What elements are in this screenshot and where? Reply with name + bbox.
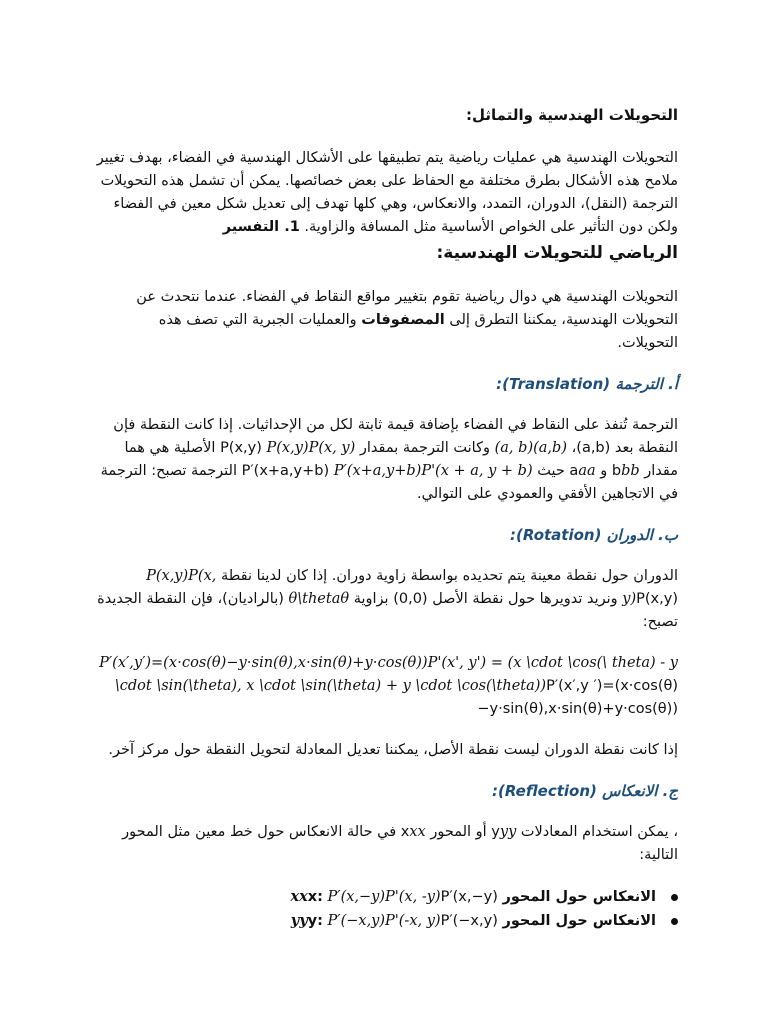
reflection-formula-plain: P′(x,−y) [440,889,498,905]
list-item [96,885,678,909]
translation-line1: الترجمة تُنفذ على النقاط في الفضاء بإضافة قيمة ثابتة لكل من الإحداثيات. إذا كانت النقطة [139,417,678,433]
intro-paragraph [96,147,678,239]
translation-text: و [600,463,608,479]
rotation-formula-plain: P′(x′,y [546,678,589,694]
section1-heading: الرياضي للتحويلات الهندسية: [436,243,678,263]
bullet-label: الانعكاس حول المحور [502,913,656,929]
reflection-text: ، يمكن استخدام المعادلات [520,824,678,840]
translation-text: b [611,463,622,479]
b-math: bb [621,463,640,479]
translation-text: P′(x+a,y+b) [241,463,330,479]
translation-text: فإن النقطة بعد [113,417,678,456]
rotation-heading: ب. الدوران (Rotation): [510,526,678,544]
translation-text: الترجمة تصبح: [151,463,238,479]
axis-math: yy [290,912,308,929]
translation-heading: أ. الترجمة (Translation): [496,375,678,393]
section1-text-a: التحويلات الهندسية هي دوال رياضية تقوم بتغيير مواقع النقاط في الفضاء. عندما نتحدث عن التحويلات الهندسية، يمكننا التطرق إلى [136,289,678,328]
rotation-formula-line3: ′)=(x⋅cos(θ)−y⋅sin(θ),x⋅sin(θ)+y⋅cos(θ)) [477,678,678,717]
reflection-formula-math: P′(x,−y)P'(x, -y) [327,889,441,905]
reflection-text: y [491,824,500,840]
rotation-formula-line1: P′(x′,y′)=(x⋅cos⁡(θ)−y⋅sin⁡(θ),x⋅sin⁡(θ)+y⋅cos⁡(θ))P'(x', y') = (x \cdot \cos(\ [99,655,608,671]
list-item [96,909,678,933]
axis-plain: x: [307,889,323,905]
rotation-point-math-cont: y) [622,591,637,607]
bullet-label: الانعكاس حول المحور [502,889,656,905]
reflection-list [96,885,678,933]
rotation-text: الدوران حول نقطة معينة يتم تحديده بواسطة زاوية دوران. إذا كان لدينا نقطة [220,568,678,584]
rotation-paragraph [96,565,678,634]
a-math: aa [578,463,596,479]
translation-line4: الترجمة في الاتجاهين الأفقي والعمودي على التوالي. [100,463,678,502]
y-axis-math: yy [499,824,517,840]
section1-number: 1. التفسير [222,219,300,235]
translation-text: حيث [537,463,565,479]
translation-text: الأصلية هي [149,440,216,456]
translation-text: P(x,y) [220,440,262,456]
translation-paragraph [96,414,678,506]
translation-text: هما مقدار [124,440,678,479]
translation-text: (a,b)، [571,440,611,456]
translation-text: a [569,463,579,479]
document-title: التحويلات الهندسية والتماثل: [465,106,678,124]
section1-text-b: والعمليات الجبرية التي تصف هذه التحويلات. [158,312,678,351]
reflection-formula-math: P′(−x,y)P'(-x, y) [327,913,441,929]
point-math: P(x,y)P(x, y) [266,440,356,456]
reflection-paragraph [96,821,678,867]
intro-text: التحويلات الهندسية هي عمليات رياضية يتم تطبيقها على الأشكال الهندسية في الفضاء، بهدف تغيير ملامح هذه الأشكال بطرق مختلفة مع الحفاظ على بعض خصائصها. يمكن أن تشمل هذه التحويلات الترجمة (النقل)، الدوران، التمدد، والانعكاس، وهي كلها تهدف إلى تعديل شكل معين في الفضاء ولكن دون التأثير على الخواص الأساسية مثل المسافة والزاوية. [96,150,678,235]
reflection-formula-plain: P′(−x,y) [440,913,498,929]
rotation-formula [96,652,678,721]
bullet-icon [671,894,678,901]
rotation-note: إذا كانت نقطة الدوران ليست نقطة الأصل، يمكننا تعديل المعادلة لتحويل النقطة حول مركز آخر. [108,742,678,758]
reflection-text: x [400,824,410,840]
rotation-text: الجديدة تصبح: [97,591,678,630]
x-axis-math: xx [409,824,426,840]
reflection-text: التالية: [639,847,678,863]
rotation-text: ونريد تدويرها حول نقطة الأصل (0,0) بزاوية [353,591,618,607]
theta-math: θ\thetaθ [288,591,350,607]
rotation-point-math: P(x,y)P(x, [146,568,217,584]
matrices-term: المصفوفات [361,312,445,328]
translation-vector-math: (a,b)(a, b) [494,440,567,456]
axis-math: xx [290,888,308,905]
translation-text: وكانت الترجمة بمقدار [359,440,490,456]
rotation-text: P(x,y) [636,591,678,607]
translated-point-math: P′(x+a,y+b)P'(x + a, y + b) [333,463,533,479]
reflection-heading: ج. الانعكاس (Reflection): [492,782,678,800]
reflection-text: أو المحور [430,824,487,840]
section1-paragraph [96,286,678,355]
rotation-formula-line2: theta) - y \cdot \sin(\theta), x \cdot \sin(\theta) + y \cdot \cos(\theta)) [114,655,678,694]
axis-plain: y: [307,913,323,929]
bullet-icon [671,918,678,925]
rotation-text: (بالراديان)، فإن النقطة [146,591,284,607]
reflection-text: في حالة الانعكاس حول خط معين مثل المحور [122,824,397,840]
